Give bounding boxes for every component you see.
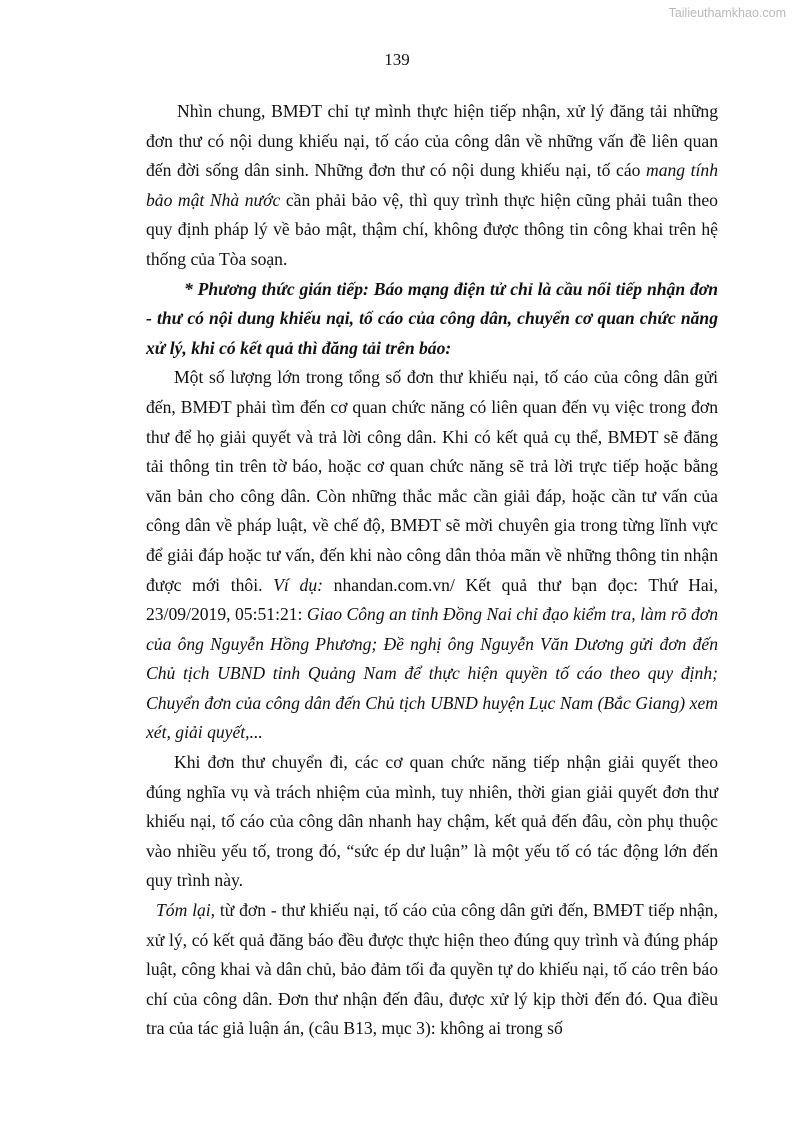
paragraph-2-text-a: Một số lượng lớn trong tổng số đơn thư khiếu nại, tố cáo của công dân gửi đến, BMĐT phải tìm đến cơ quan chức năng có liên quan đến vụ việc trong đơn thư để họ giải quyết và trả lời công dân. Khi có kết quả cụ thể, BMĐT sẽ đăng tải thông tin trên tờ báo, hoặc cơ quan chức năng sẽ trả lời trực tiếp hoặc bằng văn bản cho công dân. Còn những thắc mắc cần giải đáp, hoặc cần tư vấn của công dân về pháp luật, về chế độ, BMĐT sẽ mời chuyên gia trong từng lĩnh vực để giải đáp hoặc tư vấn, đến khi nào công dân thỏa mãn về những thông tin nhận được mới thôi.	[146, 367, 718, 595]
paragraph-4-text: từ đơn - thư khiếu nại, tố cáo của công dân gửi đến, BMĐT tiếp nhận, xử lý, có kết quả đăng báo đều được thực hiện theo đúng quy trình và đúng pháp luật, công khai và dân chủ, bảo đảm tối đa quyền tự do khiếu nại, tố cáo trên báo chí của công dân. Đơn thư nhận đến đâu, được xử lý kịp thời đến đó. Qua điều tra của tác giả luận án, (câu B13, mục 3): không ai trong số	[146, 900, 718, 1039]
section-heading: * Phương thức gián tiếp: Báo mạng điện tử chỉ là cầu nối tiếp nhận đơn - thư có nội dung khiếu nại, tố cáo của công dân, chuyển cơ quan chức năng xử lý, khi có kết quả thì đăng tải trên báo:	[146, 278, 718, 358]
paragraph-1	[146, 97, 718, 275]
paragraph-1-italic: mang tính bảo mật Nhà nước	[146, 160, 718, 210]
paragraph-2	[146, 363, 718, 748]
paragraph-1-text-a: Nhìn chung, BMĐT chỉ tự mình thực hiện tiếp nhận, xử lý đăng tải những đơn thư có nội dung khiếu nại, tố cáo của công dân về những vấn đề liên quan đến đời sống dân sinh. Những đơn thư có nội dung khiếu nại, tố cáo	[146, 101, 718, 181]
page-number: 139	[384, 50, 410, 69]
summary-label: Tóm lại,	[156, 900, 216, 921]
paragraph-3: Khi đơn thư chuyển đi, các cơ quan chức năng tiếp nhận giải quyết theo đúng nghĩa vụ và trách nhiệm của mình, tuy nhiên, thời gian giải quyết đơn thư khiếu nại, tố cáo của công dân nhanh hay chậm, kết quả đến đâu, còn phụ thuộc vào nhiều yếu tố, trong đó, “sức ép dư luận” là một yếu tố có tác động lớn đến quy trình này.	[146, 752, 718, 891]
example-items: Giao Công an tỉnh Đồng Nai chỉ đạo kiểm tra, làm rõ đơn của ông Nguyễn Hồng Phương; Đề nghị ông Nguyễn Văn Dương gửi đơn đến Chủ tịch UBND tỉnh Quảng Nam để thực hiện quyền tố cáo theo quy định; Chuyển đơn của công dân đến Chủ tịch UBND huyện Lục Nam (Bắc Giang) xem xét, giải quyết,...	[146, 604, 718, 743]
watermark: Tailieuthamkhao.com	[668, 6, 786, 20]
paragraph-2-text-b: nhandan.com.vn/ Kết quả thư bạn đọc: Thứ Hai, 23/09/2019, 05:51:21:	[146, 574, 718, 625]
body-text	[146, 97, 718, 1044]
example-label: Ví dụ:	[273, 574, 323, 595]
paragraph-4	[146, 896, 718, 1044]
paragraph-1-text-b: cần phải bảo vệ, thì quy trình thực hiện cũng phải tuân theo quy định pháp lý về bảo mật, thậm chí, không được thông tin công khai trên hệ thống của Tòa soạn.	[146, 189, 718, 269]
